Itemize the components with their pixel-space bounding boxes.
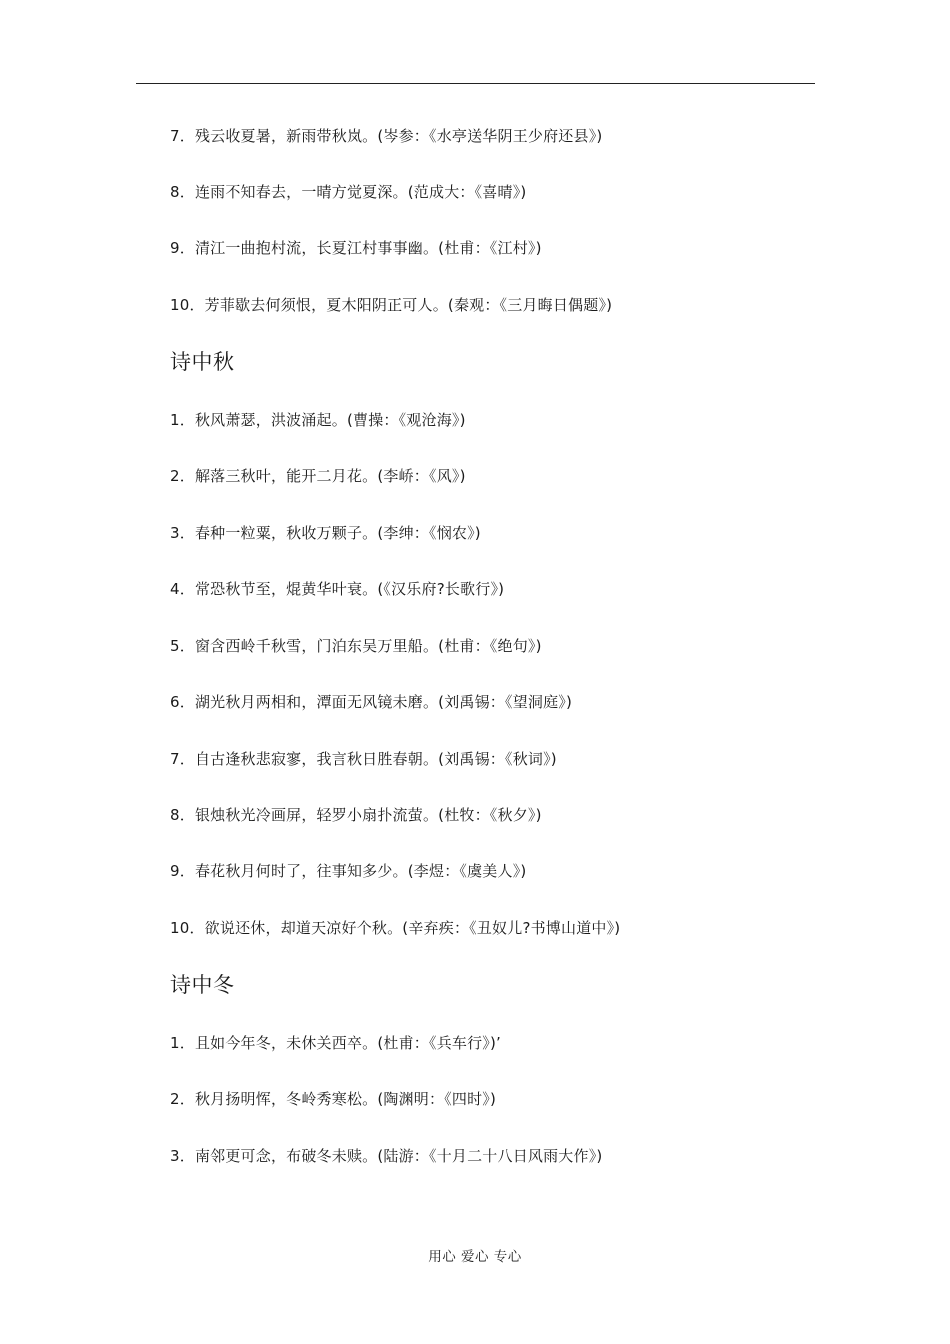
poem-line-autumn-3: 3．春种一粒粟，秋收万颗子。(李绅：《悯农》) bbox=[170, 524, 481, 542]
poem-line-autumn-2: 2．解落三秋叶，能开二月花。(李峤：《风》) bbox=[170, 467, 466, 485]
poem-line-winter-2: 2．秋月扬明恽，冬岭秀寒松。(陶渊明：《四时》) bbox=[170, 1090, 497, 1108]
poem-line-winter-3: 3．南邻更可念，布破冬未赎。(陆游：《十月二十八日风雨大作》) bbox=[170, 1147, 603, 1165]
poem-line-autumn-8: 8．银烛秋光冷画屏，轻罗小扇扑流萤。(杜牧：《秋夕》) bbox=[170, 806, 542, 824]
poem-line-autumn-1: 1．秋风萧瑟，洪波涌起。(曹操：《观沧海》) bbox=[170, 411, 466, 429]
poem-line-summer-7: 7．残云收夏暑，新雨带秋岚。(岑参：《水亭送华阴王少府还县》) bbox=[170, 127, 603, 145]
poem-line-autumn-5: 5．窗含西岭千秋雪，门泊东吴万里船。(杜甫：《绝句》) bbox=[170, 637, 542, 655]
poem-line-autumn-9: 9．春花秋月何时了，往事知多少。(李煜：《虞美人》) bbox=[170, 862, 527, 880]
poem-line-autumn-10: 10．欲说还休，却道天凉好个秋。(辛弃疾：《丑奴儿?书博山道中》) bbox=[170, 919, 621, 937]
poem-line-winter-1: 1．且如今年冬，未休关西卒。(杜甫：《兵车行》)’ bbox=[170, 1034, 502, 1052]
page-footer: 用心 爱心 专心 bbox=[428, 1249, 522, 1265]
poem-line-autumn-7: 7．自古逢秋悲寂寥，我言秋日胜春朝。(刘禹锡：《秋词》) bbox=[170, 750, 557, 768]
poem-line-summer-9: 9．清江一曲抱村流，长夏江村事事幽。(杜甫：《江村》) bbox=[170, 239, 542, 257]
section-heading-winter: 诗中冬 bbox=[170, 973, 235, 997]
section-heading-autumn: 诗中秋 bbox=[170, 350, 235, 374]
header-rule bbox=[136, 83, 815, 84]
poem-line-summer-8: 8．连雨不知春去，一晴方觉夏深。(范成大：《喜晴》) bbox=[170, 183, 527, 201]
poem-line-summer-10: 10．芳菲歇去何须恨，夏木阳阴正可人。(秦观：《三月晦日偶题》) bbox=[170, 296, 613, 314]
poem-line-autumn-6: 6．湖光秋月两相和，潭面无风镜未磨。(刘禹锡：《望洞庭》) bbox=[170, 693, 573, 711]
poem-line-autumn-4: 4．常恐秋节至，焜黄华叶衰。(《汉乐府?长歌行》) bbox=[170, 580, 505, 598]
